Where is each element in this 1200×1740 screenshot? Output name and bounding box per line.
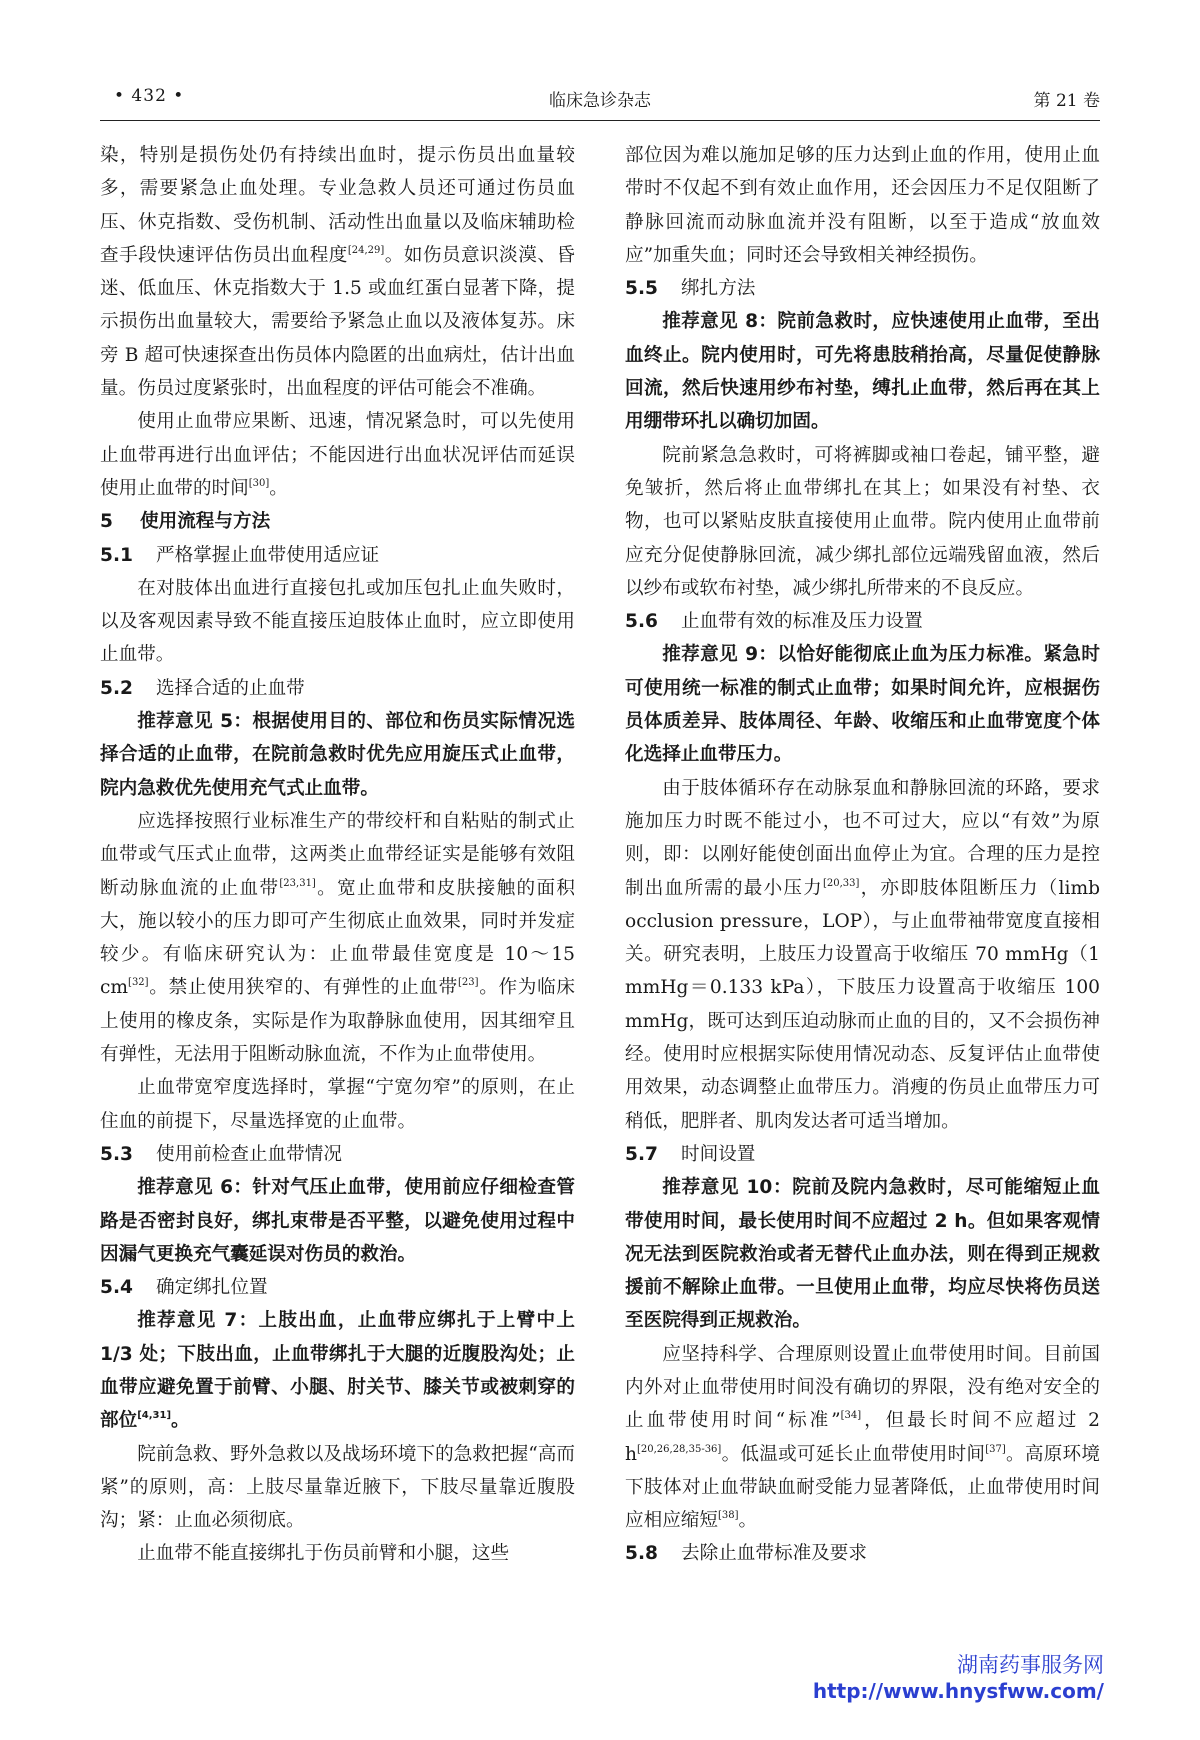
body-paragraph [625,1338,1100,1538]
text-run: 应坚持科学、合理原则设置止血带使用时间。目前国内外对止血带使用时间没有确切的界限，没有绝对安全的止血带使用时间“标准” [625,1343,1100,1432]
section-title: 止血带有效的标准及压力设置 [681,611,923,633]
citation-reference: [37] [985,1443,1006,1455]
body-paragraph [100,805,575,1071]
section-number: 5.3 [100,1143,133,1165]
body-paragraph [100,139,575,405]
section-number: 5.2 [100,677,133,699]
citation-reference: [20,33] [822,877,860,889]
recommendation-paragraph [100,1171,575,1271]
text-run: 。低温或可延长止血带使用时间 [721,1443,986,1465]
text-run: 。如伤员意识淡漠、昏迷、低血压、休克指数大于 1.5 或血红蛋白显著下降，提示损伤出血量较大，需要给予紧急止血以及液体复苏。床旁 B 超可快速探查出伤员体内隐匿的出血病灶，估计出血量。伤员过度紧张时，出血程度的评估可能会不准确。 [100,244,575,400]
recommendation-paragraph [625,1171,1100,1337]
running-header [100,86,1100,116]
text-run: 推荐意见 6：针对气压止血带，使用前应仔细检查管路是否密封良好，绑扎束带是否平整，以避免使用过程中因漏气更换充气囊延误对伤员的救治。 [100,1177,575,1265]
body-paragraph [625,139,1100,272]
text-run: 。 [171,1410,190,1432]
section-number: 5.1 [100,544,133,566]
section-title: 使用流程与方法 [140,511,271,533]
text-run: 应选择按照行业标准生产的带绞杆和自粘贴的制式止血带或气压式止血带，这两类止血带经证实是能够有效阻断动脉血流的止血带 [100,810,575,899]
section-heading [625,1138,1100,1171]
text-run: 推荐意见 10：院前及院内急救时，尽可能缩短止血带使用时间，最长使用时间不应超过 2 h。但如果客观情况无法到医院救治或者无替代止血办法，则在得到正规救援前不解除止血带。一旦使用止血带，均应尽快将伤员送至医院得到正规救治。 [625,1177,1100,1332]
text-run: 。高原环境下肢体对止血带缺血耐受能力显著降低，止血带使用时间应相应缩短 [625,1443,1100,1532]
section-number: 5.4 [100,1277,133,1299]
body-paragraph [625,772,1100,1138]
recommendation-paragraph [100,705,575,805]
citation-reference: [4,31] [137,1410,172,1422]
section-heading [100,1271,575,1304]
text-run: 止血带不能直接绑扎于伤员前臂和小腿，这些 [137,1543,510,1565]
text-run: 院前急救、野外急救以及战场环境下的急救把握“高而紧”的原则，高：上肢尽量靠近腋下，下肢尽量靠近腹股沟；紧：止血必须彻底。 [100,1443,575,1532]
header-divider [100,120,1100,121]
citation-reference: [38] [717,1510,739,1522]
citation-reference: [32] [128,977,149,989]
text-run: 推荐意见 9：以恰好能彻底止血为压力标准。紧急时可使用统一标准的制式止血带；如果时间允许，应根据伤员体质差异、肢体周径、年龄、收缩压和止血带宽度个体化选择止血带压力。 [625,644,1100,766]
section-title: 绑扎方法 [681,278,756,300]
section-heading [625,605,1100,638]
section-heading [100,505,575,538]
text-run: 院前紧急急救时，可将裤脚或袖口卷起，铺平整，避免皱折，然后将止血带绑扎在其上；如果没有衬垫、衣物，也可以紧贴皮肤直接使用止血带。院内使用止血带前应充分促使静脉回流，减少绑扎部位远端残留血液，然后以纱布或软布衬垫，减少绑扎所带来的不良反应。 [625,444,1100,599]
citation-reference: [30] [248,477,270,489]
citation-reference: [23] [457,977,479,989]
text-run: 使用止血带应果断、迅速，情况紧急时，可以先使用止血带再进行出血评估；不能因进行出血状况评估而延误使用止血带的时间 [100,411,575,499]
body-paragraph [625,439,1100,605]
recommendation-paragraph [625,638,1100,771]
section-title: 严格掌握止血带使用适应证 [156,544,380,566]
section-heading [100,539,575,572]
recommendation-paragraph [625,305,1100,438]
section-heading [100,672,575,705]
text-run: 部位因为难以施加足够的压力达到止血的作用，使用止血带时不仅起不到有效止血作用，还会因压力不足仅阻断了静脉回流而动脉血流并没有阻断，以至于造成“放血效应”加重失血；同时还会导致相关神经损伤。 [625,145,1100,266]
body-paragraph [100,1438,575,1538]
body-paragraph [100,1071,575,1138]
section-title: 确定绑扎位置 [156,1277,268,1299]
text-run: 。禁止使用狭窄的、有弹性的止血带 [148,977,458,999]
watermark-site-name: 湖南药事服务网 [957,1653,1104,1677]
text-run: 。 [269,477,288,499]
volume-label: 第 21 卷 [1033,91,1100,111]
page-number: • 432 • [114,86,185,106]
section-number: 5.5 [625,278,658,300]
citation-reference: [23,31] [279,877,316,889]
body-paragraph [100,1537,575,1570]
section-heading [625,272,1100,305]
section-number: 5.8 [625,1543,658,1565]
section-number: 5.7 [625,1143,658,1165]
text-run: 推荐意见 5：根据使用目的、部位和伤员实际情况选择合适的止血带，在院前急救时优先应用旋压式止血带，院内急救优先使用充气式止血带。 [100,711,575,799]
watermark-url[interactable]: http://www.hnysfww.com/ [812,1679,1104,1703]
section-heading [625,1537,1100,1570]
recommendation-paragraph [100,1304,575,1437]
section-title: 时间设置 [681,1143,756,1165]
text-run: 在对肢体出血进行直接包扎或加压包扎止血失败时，以及客观因素导致不能直接压迫肢体止血时，应立即使用止血带。 [100,577,575,666]
text-run: 染，特别是损伤处仍有持续出血时，提示伤员出血量较多，需要紧急止血处理。专业急救人员还可通过伤员血压、休克指数、受伤机制、活动性出血量以及临床辅助检查手段快速评估伤员出血程度 [100,145,575,266]
section-title: 使用前检查止血带情况 [156,1143,342,1165]
text-run: 推荐意见 7：上肢出血，止血带应绑扎于上臂中上 1/3 处；下肢出血，止血带绑扎于大腿的近腹股沟处；止血带应避免置于前臂、小腿、肘关节、膝关节或被刺穿的部位 [100,1310,575,1432]
section-number: 5.6 [625,611,658,633]
left-column [100,139,575,1571]
citation-reference: [24,29] [347,244,385,256]
citation-reference: [34] [840,1410,862,1422]
journal-title: 临床急诊杂志 [549,91,651,111]
text-run: 止血带宽窄度选择时，掌握“宁宽勿窄”的原则，在止住血的前提下，尽量选择宽的止血带。 [100,1077,575,1132]
text-run: 。 [738,1510,758,1532]
text-run: 由于肢体循环存在动脉泵血和静脉回流的环路，要求施加压力时既不能过小，也不可过大，应以“有效”为原则，即：以刚好能使创面出血停止为宜。合理的压力是控制出血所需的最小压力 [625,777,1100,899]
text-run: 。宽止血带和皮肤接触的面积大，施以较小的压力即可产生彻底止血效果，同时并发症较少。有临床研究认为：止血带最佳宽度是 10～15 cm [100,877,575,999]
body-paragraph [100,405,575,505]
text-run: 推荐意见 8：院前急救时，应快速使用止血带，至出血终止。院内使用时，可先将患肢稍抬高，尽量促使静脉回流，然后快速用纱布衬垫，缚扎止血带，然后再在其上用绷带环扎以确切加固。 [625,311,1100,433]
section-heading [100,1138,575,1171]
text-run: ，亦即肢体阻断压力（limb occlusion pressure，LOP），与止血带袖带宽度直接相关。研究表明，上肢压力设置高于收缩压 70 mmHg（1 mmHg＝0.133 kPa），下肢压力设置高于收缩压 100 mmHg，既可达到压迫动脉而止血的目的，又不会损伤神经。使用时应根据实际使用情况动态、反复评估止血带使用效果，动态调整止血带压力。消瘦的伤员止血带压力可稍低，肥胖者、肌肉发达者可适当增加。 [625,877,1100,1132]
body-paragraph [100,572,575,672]
section-number: 5 [100,511,113,533]
watermark [813,1652,1104,1704]
text-run: ，但最长时间不应超过 2 h [625,1410,1100,1465]
section-title: 选择合适的止血带 [156,677,305,699]
citation-reference: [20,26,28,35-36] [636,1443,722,1455]
section-title: 去除止血带标准及要求 [681,1543,867,1565]
text-run: 。作为临床上使用的橡皮条，实际是作为取静脉血使用，因其细窄且有弹性，无法用于阻断动脉血流，不作为止血带使用。 [100,977,575,1066]
right-column [625,139,1100,1571]
